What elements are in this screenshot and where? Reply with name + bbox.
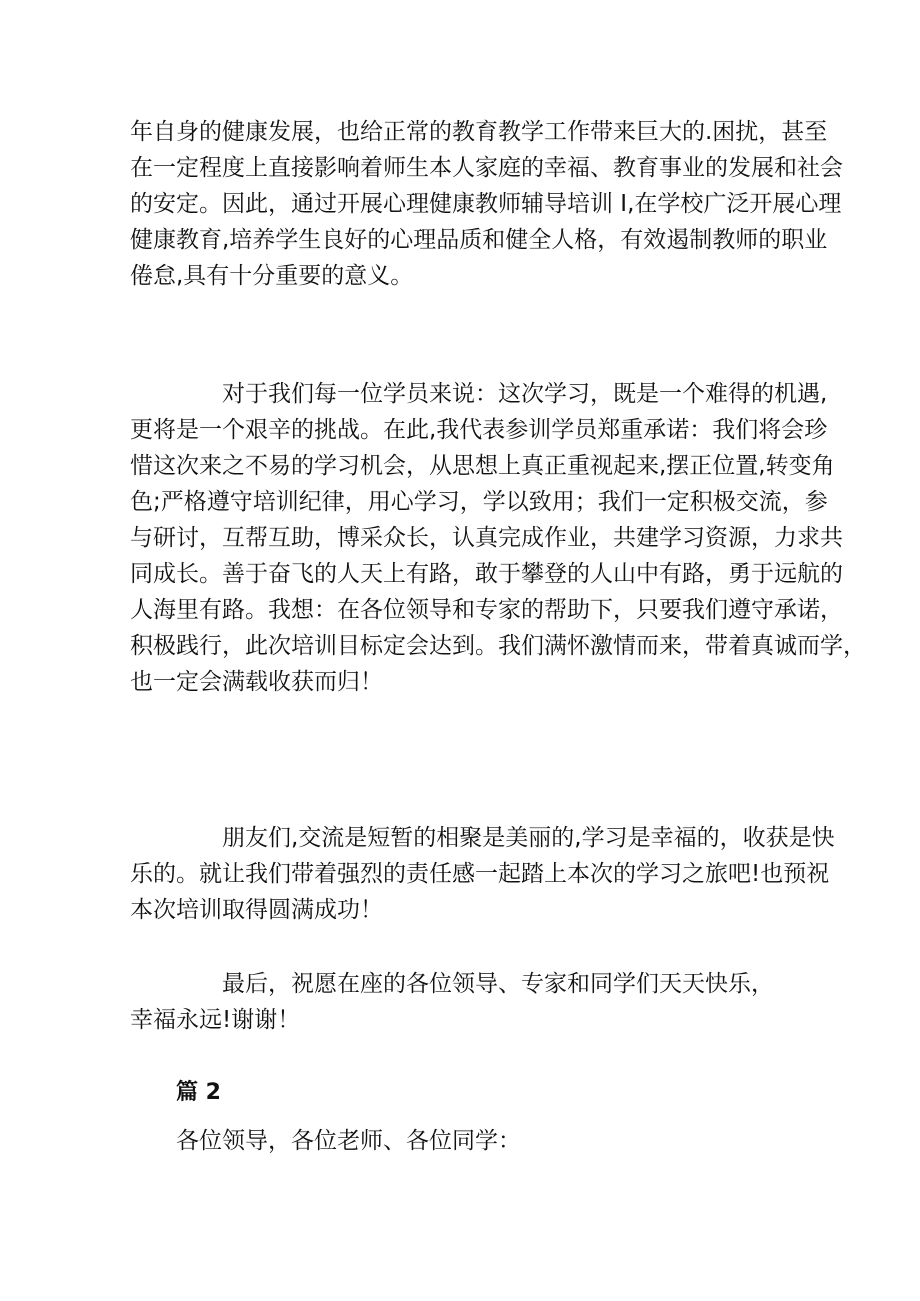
text-line: 对于我们每一位学员来说：这次学习，既是一个难得的机遇, (222, 381, 828, 407)
text-line: 乐的。就让我们带着强烈的责任感一起踏上本次的学习之旅吧!也预祝 (130, 861, 830, 887)
text-line: 色;严格遵守培训纪律，用心学习，学以致用；我们一定积极交流，参 (130, 489, 828, 515)
text-line: 更将是一个艰辛的挑战。在此,我代表参训学员郑重承诺：我们将会珍 (130, 417, 828, 443)
text-line: 同成长。善于奋飞的人天上有路，敢于攀登的人山中有路，勇于远航的 (130, 561, 843, 587)
paragraph-1 (130, 114, 843, 294)
paragraph-2 (130, 376, 866, 700)
text-line: 也一定会满载收获而归！ (130, 669, 383, 695)
section-heading: 篇 2 (176, 1080, 221, 1105)
text-line: 本次培训取得圆满成功！ (130, 897, 383, 923)
text-line: 人海里有路。我想：在各位领导和专家的帮助下，只要我们遵守承诺， (130, 597, 843, 623)
paragraph-4 (130, 966, 810, 1038)
paragraph-3 (130, 820, 835, 928)
text-line: 幸福永远!谢谢！ (130, 1007, 301, 1033)
text-line: 在一定程度上直接影响着师生本人家庭的幸福、教育事业的发展和社会 (130, 155, 843, 181)
text-line: 最后，祝愿在座的各位领导、专家和同学们天天快乐， (222, 971, 774, 997)
text-line: 健康教育,培养学生良好的心理品质和健全人格，有效遏制教师的职业 (130, 227, 828, 253)
text-line: 朋友们,交流是短暂的相聚是美丽的,学习是幸福的，收获是快 (222, 825, 835, 851)
text-line: 年自身的健康发展，也给正常的教育教学工作带来巨大的.困扰，甚至 (130, 119, 828, 145)
text-line: 倦怠,具有十分重要的意义。 (130, 263, 414, 289)
text-line: 与研讨，互帮互助，博采众长，认真完成作业，共建学习资源，力求共 (130, 525, 843, 551)
text-line: 惜这次来之不易的学习机会，从思想上真正重视起来,摆正位置,转变角 (130, 453, 835, 479)
text-line: 积极践行，此次培训目标定会达到。我们满怀激情而来，带着真诚而学， (130, 633, 866, 659)
text-line: 的安定。因此，通过开展心理健康教师辅导培训 I,在学校广泛开展心理 (130, 191, 842, 217)
salutation-line: 各位领导，各位老师、各位同学： (176, 1128, 521, 1154)
